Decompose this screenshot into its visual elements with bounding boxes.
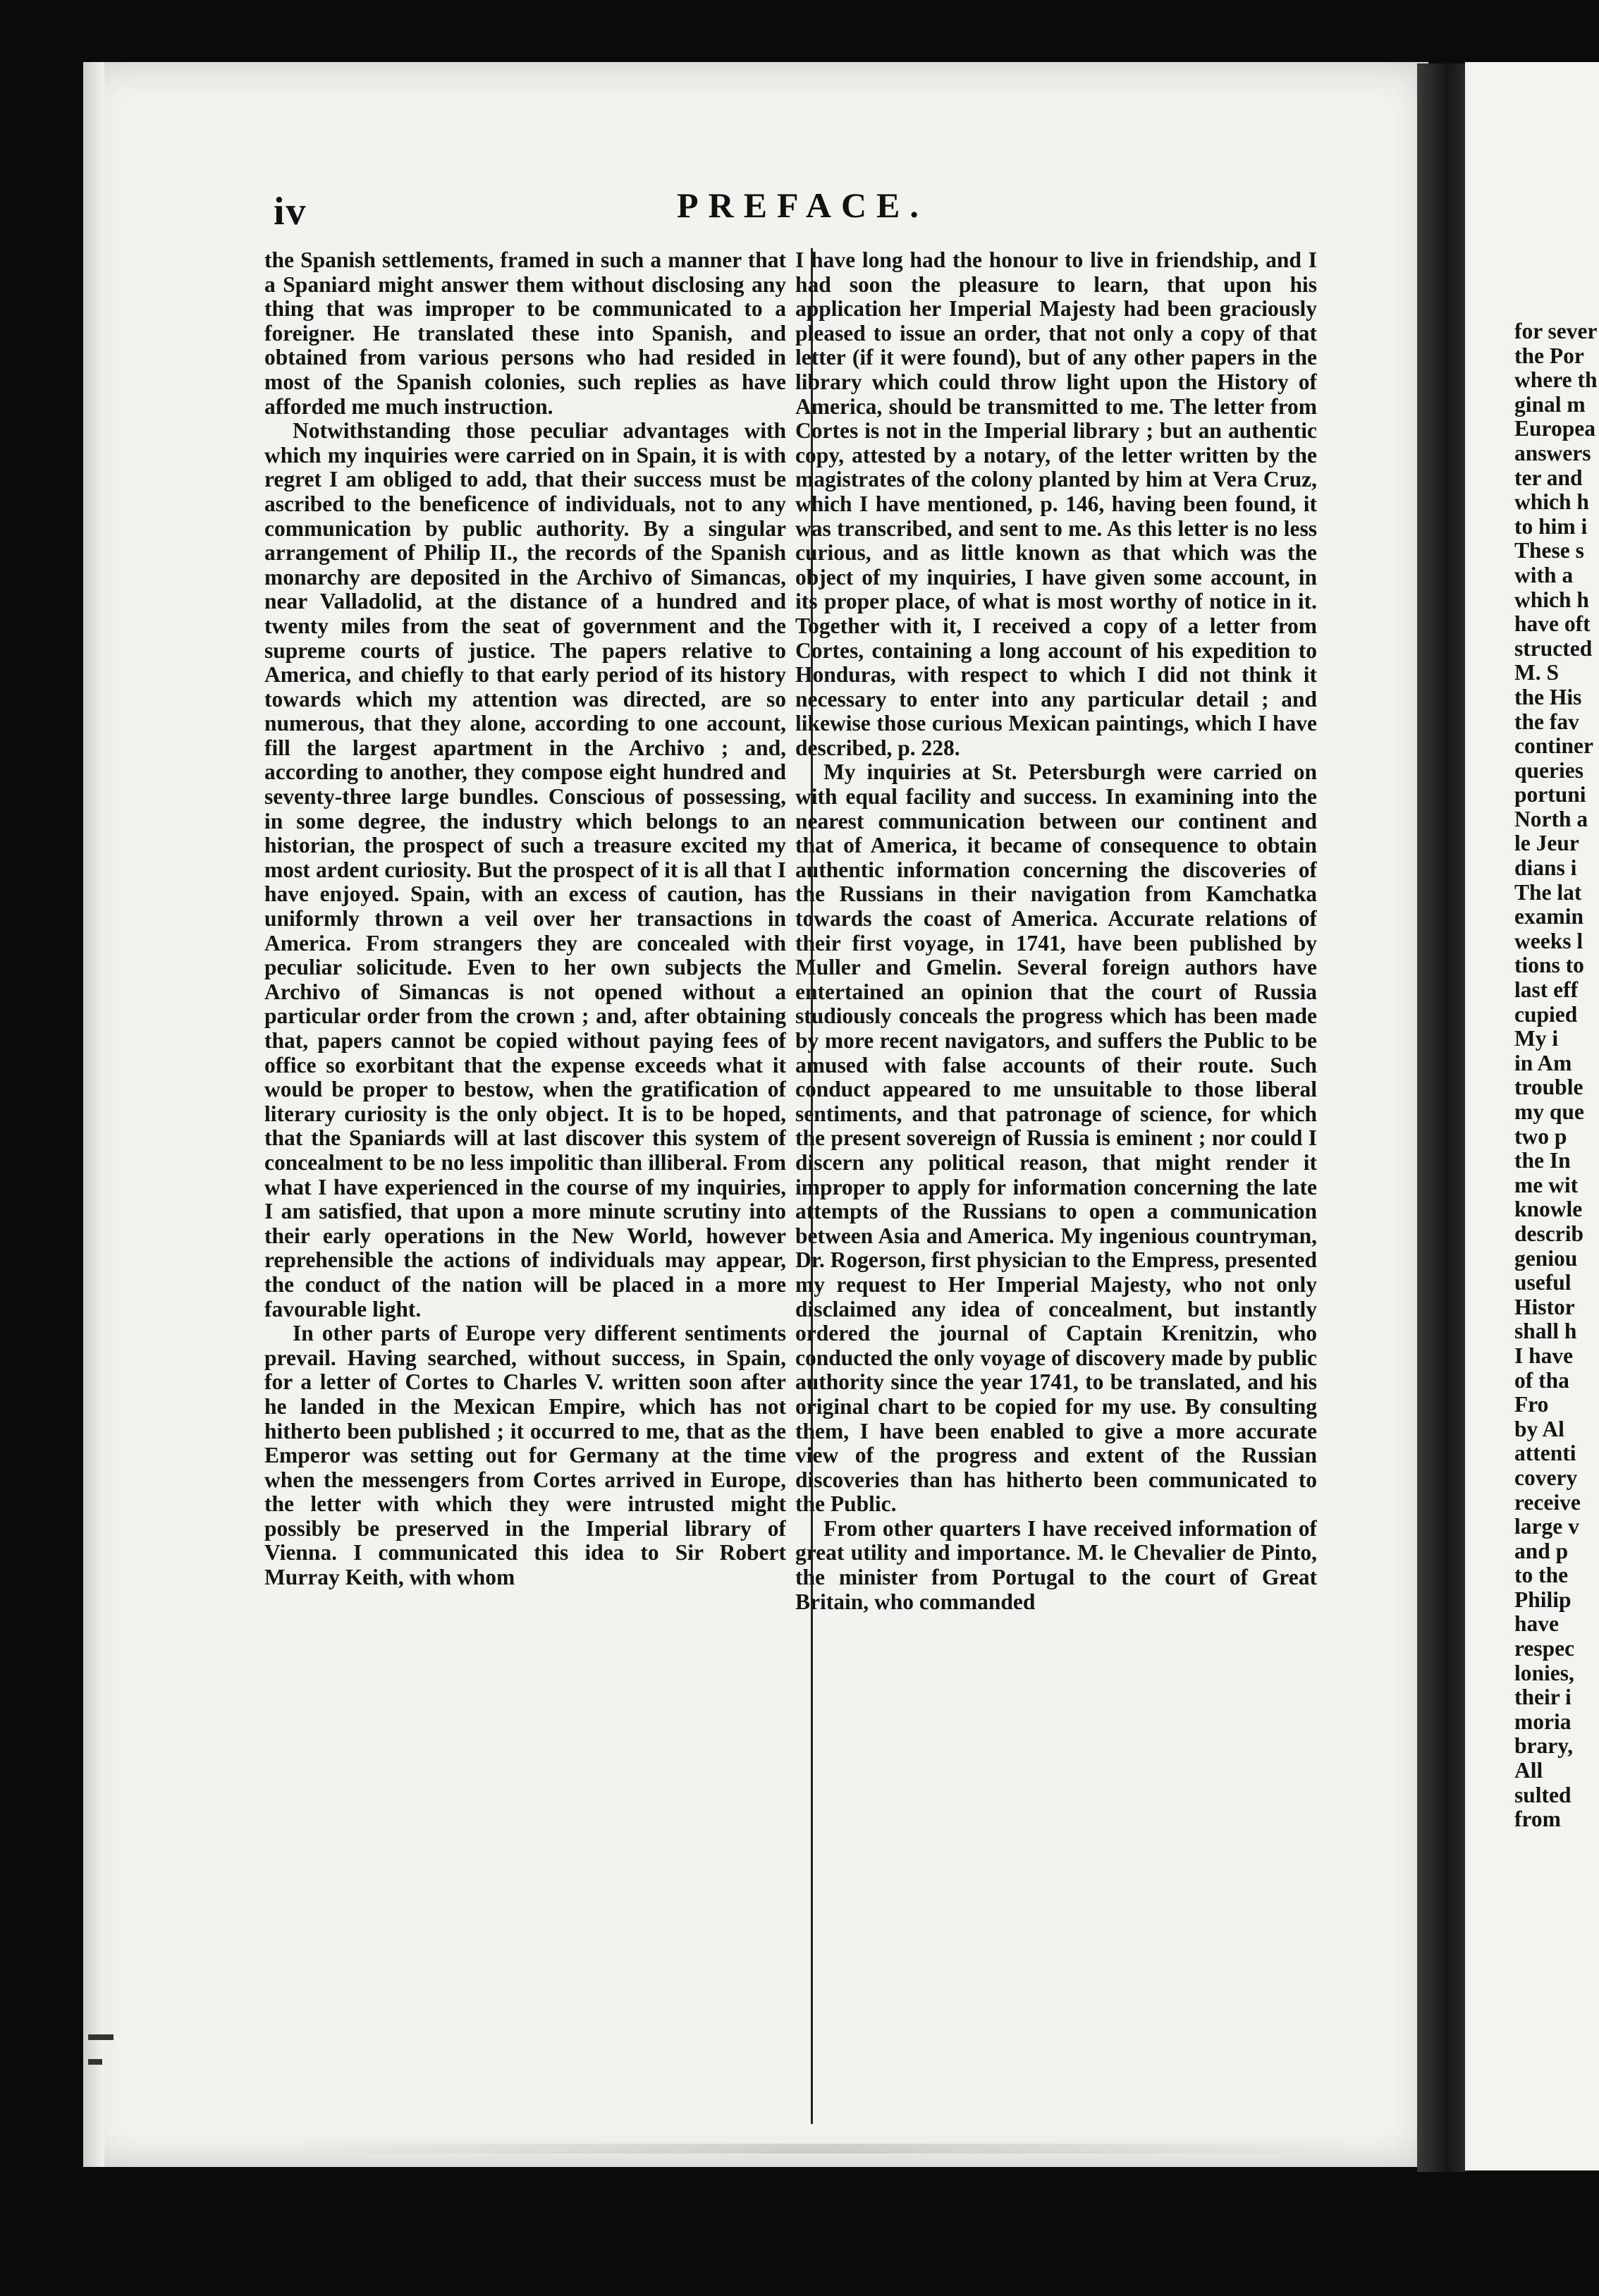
facing-line-fragment: answers bbox=[1514, 440, 1591, 465]
facing-line-fragment: the Por bbox=[1514, 343, 1584, 368]
facing-line-fragment: respec bbox=[1514, 1636, 1575, 1661]
paragraph: In other parts of Europe very different sentiments prevail. Having searched, without success, in Spain, for a letter of Cortes to Charles V. written soon after he landed in the Mexican Empire, which has not hitherto been published ; it occurred to me, that as the Emperor was setting out for Germany at the time when the messengers from Cortes arrived in Europe, the letter with which they were intrusted might possibly be preserved in the Imperial library of Vienna. I communicated this idea to Sir Robert Murray Keith, with whom bbox=[264, 1321, 786, 1590]
facing-line-fragment: describ bbox=[1514, 1221, 1583, 1246]
show-through-bleed bbox=[296, 2144, 1354, 2154]
facing-line-fragment: examin bbox=[1514, 904, 1583, 929]
facing-line-fragment: me wit bbox=[1514, 1172, 1579, 1197]
facing-line-fragment: attenti bbox=[1514, 1441, 1576, 1466]
facing-line-fragment: and p bbox=[1514, 1538, 1569, 1563]
facing-line-fragment: which h bbox=[1514, 587, 1589, 612]
facing-line-fragment: My i bbox=[1514, 1026, 1559, 1051]
facing-line-fragment: M. S bbox=[1514, 660, 1559, 685]
facing-line-fragment: Philip bbox=[1514, 1587, 1572, 1612]
paragraph: My inquiries at St. Petersburgh were carried on with equal facility and success. In examining into the nearest communication between our continent and that of America, it became of consequence to obtain authentic information concerning the discoveries of the Russians in their navigation from Kamchatka towards the coast of America. Accurate relations of their first voyage, in 1741, have been published by Muller and Gmelin. Several foreign authors have entertained an opinion that the court of Russia studiously conceals the progress which has been made by more recent navigators, and suffers the Public to be amused with false accounts of their route. Such conduct appeared to me unsuitable to those liberal sentiments, and that patronage of science, for which the present sovereign of Russia is eminent ; nor could I discern any political reason, that might render it improper to apply for information concerning the late attempts of the Russians to open a communication between Asia and America. My ingenious countryman, Dr. Rogerson, first physician to the Empress, presented my request to Her Imperial Majesty, who not only disclaimed any idea of concealment, but instantly ordered the journal of Captain Krenitzin, who conducted the only voyage of discovery made by public authority since the year 1741, to be translated, and his original chart to be copied for my use. By consulting them, I have been enabled to give a more accurate view of the progress and extent of the Russian discoveries than has hitherto been communicated to the Public. bbox=[795, 759, 1317, 1517]
facing-line-fragment: my que bbox=[1514, 1099, 1584, 1124]
facing-line-fragment: I have bbox=[1514, 1343, 1574, 1368]
facing-line-fragment: portuni bbox=[1514, 782, 1586, 807]
facing-line-fragment: which h bbox=[1514, 489, 1589, 515]
facing-line-fragment: continer bbox=[1514, 733, 1593, 759]
facing-line-fragment: last eff bbox=[1514, 977, 1579, 1003]
facing-line-fragment: to the bbox=[1514, 1563, 1569, 1588]
facing-line-fragment: ter and bbox=[1514, 465, 1583, 490]
facing-line-fragment: These s bbox=[1514, 538, 1584, 563]
facing-line-fragment: tions to bbox=[1514, 953, 1584, 978]
facing-line-fragment: where th bbox=[1514, 367, 1598, 393]
facing-page-text bbox=[1514, 319, 1599, 1832]
paragraph: the Spanish settlements, framed in such a manner that a Spaniard might answer them without disclosing any thing that was improper to be communicated to a foreigner. He translated these into Spanish, and obtained from various persons who had resided in most of the Spanish colonies, such replies as have afforded me much instruction. bbox=[264, 248, 786, 419]
facing-line-fragment: ginal m bbox=[1514, 391, 1586, 417]
facing-line-fragment: knowle bbox=[1514, 1197, 1583, 1222]
facing-line-fragment: queries bbox=[1514, 757, 1583, 783]
facing-line-fragment: structed bbox=[1514, 635, 1593, 661]
facing-page bbox=[1465, 62, 1599, 2170]
page-edge-mark bbox=[88, 2034, 114, 2040]
facing-line-fragment: Histor bbox=[1514, 1294, 1575, 1319]
facing-line-fragment: moria bbox=[1514, 1709, 1572, 1734]
page-number: iv bbox=[274, 190, 307, 233]
left-text-column bbox=[264, 248, 786, 2138]
facing-line-fragment: have oft bbox=[1514, 611, 1591, 637]
facing-line-fragment: to him i bbox=[1514, 513, 1588, 539]
facing-line-fragment: of tha bbox=[1514, 1367, 1569, 1393]
facing-line-fragment: with a bbox=[1514, 562, 1574, 587]
facing-line-fragment: two p bbox=[1514, 1123, 1567, 1149]
facing-line-fragment: dians i bbox=[1514, 855, 1577, 881]
facing-line-fragment: for sever bbox=[1514, 319, 1598, 343]
right-text-column bbox=[795, 248, 1317, 2138]
facing-line-fragment: the In bbox=[1514, 1148, 1571, 1173]
facing-line-fragment: useful bbox=[1514, 1270, 1572, 1295]
facing-line-fragment: brary, bbox=[1514, 1733, 1574, 1759]
facing-line-fragment: have bbox=[1514, 1611, 1559, 1637]
paragraph: From other quarters I have received information of great utility and importance. M. le Chevalier de Pinto, the minister from Portugal to the court of Great Britain, who commanded bbox=[795, 1515, 1317, 1614]
facing-line-fragment: trouble bbox=[1514, 1075, 1583, 1100]
facing-line-fragment: sulted bbox=[1514, 1782, 1572, 1807]
facing-line-fragment: their i bbox=[1514, 1685, 1572, 1710]
facing-line-fragment: from bbox=[1514, 1807, 1561, 1832]
paragraph: Notwithstanding those peculiar advantages with which my inquiries were carried on in Spain, it is with regret I am obliged to add, that their success must be ascribed to the beneficence of individuals, not to any communication by public authority. By a singular arrangement of Philip II., the records of the Spanish monarchy are deposited in the Archivo of Simancas, near Valladolid, at the distance of a hundred and twenty miles from the seat of government and the supreme courts of justice. The papers relative to America, and chiefly to that early period of its history towards which my attention was directed, are so numerous, that they alone, according to one account, fill the largest apartment in the Archivo ; and, according to another, they compose eight hundred and seventy-three large bundles. Conscious of possessing, in some degree, the industry which belongs to an historian, the prospect of such a treasure excited my most ardent curiosity. But the prospect of it is all that I have enjoyed. Spain, with an excess of caution, has uniformly thrown a veil over her transactions in America. From strangers they are concealed with peculiar solicitude. Even to her own subjects the Archivo of Simancas is not opened without a particular order from the crown ; and, after obtaining that, papers cannot be copied without paying fees of office so exorbitant that the expense exceeds what it would be proper to bestow, when the gratification of literary curiosity is the only object. It is to be hoped, that the Spaniards will at last discover this system of concealment to be no less impolitic than illiberal. From what I have experienced in the course of my inquiries, I am satisfied, that upon a more minute scrutiny into their early operations in the New World, however reprehensible the actions of individuals may appear, the conduct of the nation will be placed in a more favourable light. bbox=[264, 418, 786, 1321]
facing-line-fragment: cupied bbox=[1514, 1001, 1578, 1027]
facing-line-fragment: All bbox=[1514, 1758, 1543, 1783]
facing-line-fragment: receive bbox=[1514, 1489, 1581, 1515]
page-edge-mark bbox=[88, 2059, 102, 2065]
facing-line-fragment: by Al bbox=[1514, 1416, 1564, 1441]
facing-line-fragment: geniou bbox=[1514, 1245, 1578, 1271]
facing-line-fragment: Fro bbox=[1514, 1392, 1549, 1417]
facing-line-fragment: covery bbox=[1514, 1465, 1578, 1490]
facing-line-fragment: North a bbox=[1514, 806, 1588, 831]
facing-line-fragment: in Am bbox=[1514, 1050, 1572, 1075]
facing-line-fragment: The lat bbox=[1514, 879, 1582, 905]
facing-line-fragment: the fav bbox=[1514, 709, 1579, 734]
facing-line-fragment: large v bbox=[1514, 1514, 1579, 1539]
facing-line-fragment: le Jeur bbox=[1514, 831, 1579, 856]
book-gutter bbox=[1417, 63, 1466, 2172]
page-edge-shadow bbox=[83, 62, 104, 2167]
facing-line-fragment: lonies, bbox=[1514, 1660, 1574, 1685]
running-head: PREFACE. bbox=[677, 185, 929, 225]
paragraph: I have long had the honour to live in friendship, and I had soon the pleasure to learn, that upon his application her Imperial Majesty had been graciously pleased to issue an order, that not only a copy of that letter (if it were found), but of any other papers in the library which could throw light upon the History of America, should be transmitted to me. The letter from Cortes is not in the Imperial library ; but an authentic copy, attested by a notary, of the letter written by the magistrates of the colony planted by him at Vera Cruz, which I have mentioned, p. 146, having been found, it was transcribed, and sent to me. As this letter is no less curious, and as little known as that which was the object of my inquiries, I have given some account, in its proper place, of what is most worthy of notice in it. Together with it, I received a copy of a letter from Cortes, containing a long account of his expedition to Honduras, with respect to which I did not think it necessary to enter into any particular detail ; and likewise those curious Mexican paintings, which I have described, p. 228. bbox=[795, 248, 1317, 760]
facing-line-fragment: Europea bbox=[1514, 416, 1595, 441]
facing-line-fragment: weeks l bbox=[1514, 928, 1583, 953]
facing-line-fragment: the His bbox=[1514, 684, 1582, 709]
facing-line-fragment: shall h bbox=[1514, 1319, 1577, 1344]
